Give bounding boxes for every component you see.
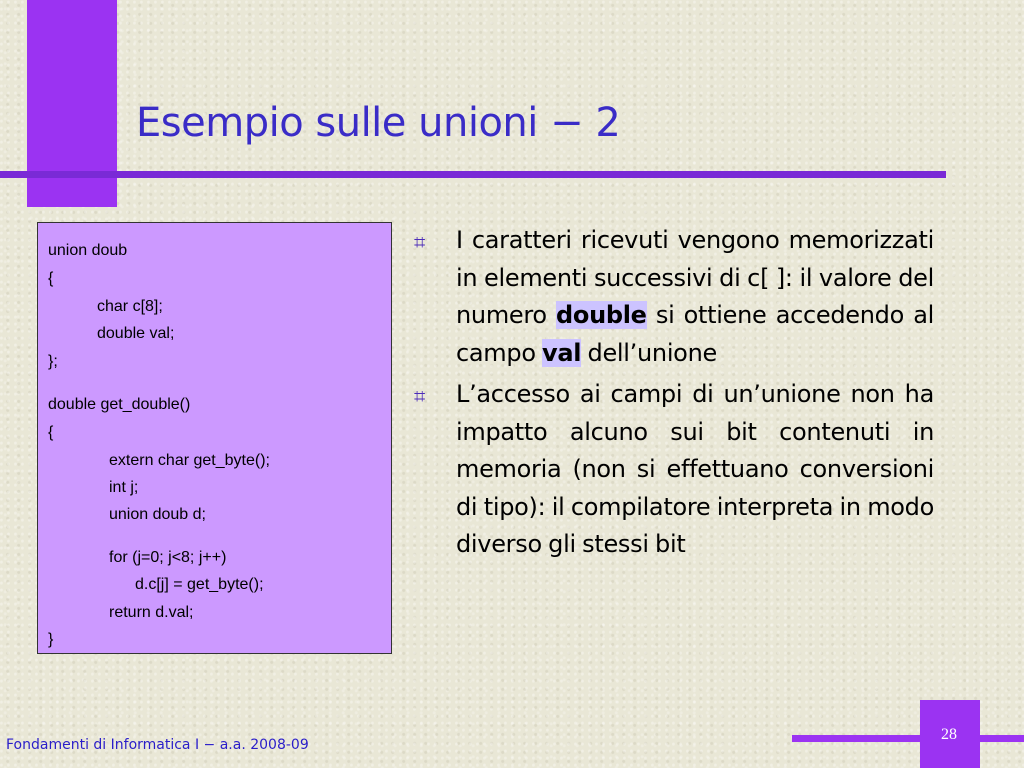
code-line: }; [48, 353, 58, 370]
code-line: char c[8]; [97, 298, 163, 315]
code-line: for (j=0; j<8; j++) [109, 549, 227, 566]
footer-rule [792, 735, 1024, 742]
code-line: double val; [97, 325, 175, 342]
footer-text: Fondamenti di Informatica I − a.a. 2008-09 [6, 737, 309, 753]
code-box [37, 222, 392, 654]
code-line: extern char get_byte(); [109, 452, 270, 469]
keyword-double: double [556, 301, 647, 329]
code-line: } [48, 631, 54, 648]
code-line: int j; [109, 479, 139, 496]
title-rule [0, 171, 946, 178]
bullet-item [414, 376, 934, 564]
bullet-text: si ottiene accedendo al campo [456, 301, 934, 367]
keyword-val: val [542, 338, 582, 367]
slide-title: Esempio sulle unioni − 2 [136, 100, 621, 146]
hash-bullet-icon: ⌗ [414, 230, 425, 254]
code-line: double get_double() [48, 396, 191, 413]
hash-bullet-icon: ⌗ [414, 384, 425, 408]
code-line: d.c[j] = get_byte(); [135, 576, 264, 593]
page-number: 28 [941, 726, 957, 743]
page-number-box [920, 700, 980, 768]
bullet-item [414, 222, 934, 372]
code-line: { [48, 424, 54, 441]
bullet-text: L’accesso ai campi di un’unione non ha impatto alcuno sui bit contenuti in memoria (non si effettuano conversioni di tipo): il compilatore interpreta in modo diverso gli stessi bit [456, 380, 934, 558]
code-line: union doub d; [109, 506, 206, 523]
code-line: return d.val; [109, 604, 194, 621]
bullet-text: I caratteri ricevuti vengono memorizzati in elementi successivi di c[ ]: il valore del numero [456, 226, 934, 329]
code-line: { [48, 270, 54, 287]
bullet-list [414, 222, 934, 568]
bullet-text: dell’unione [581, 338, 717, 367]
code-line: union doub [48, 242, 128, 259]
